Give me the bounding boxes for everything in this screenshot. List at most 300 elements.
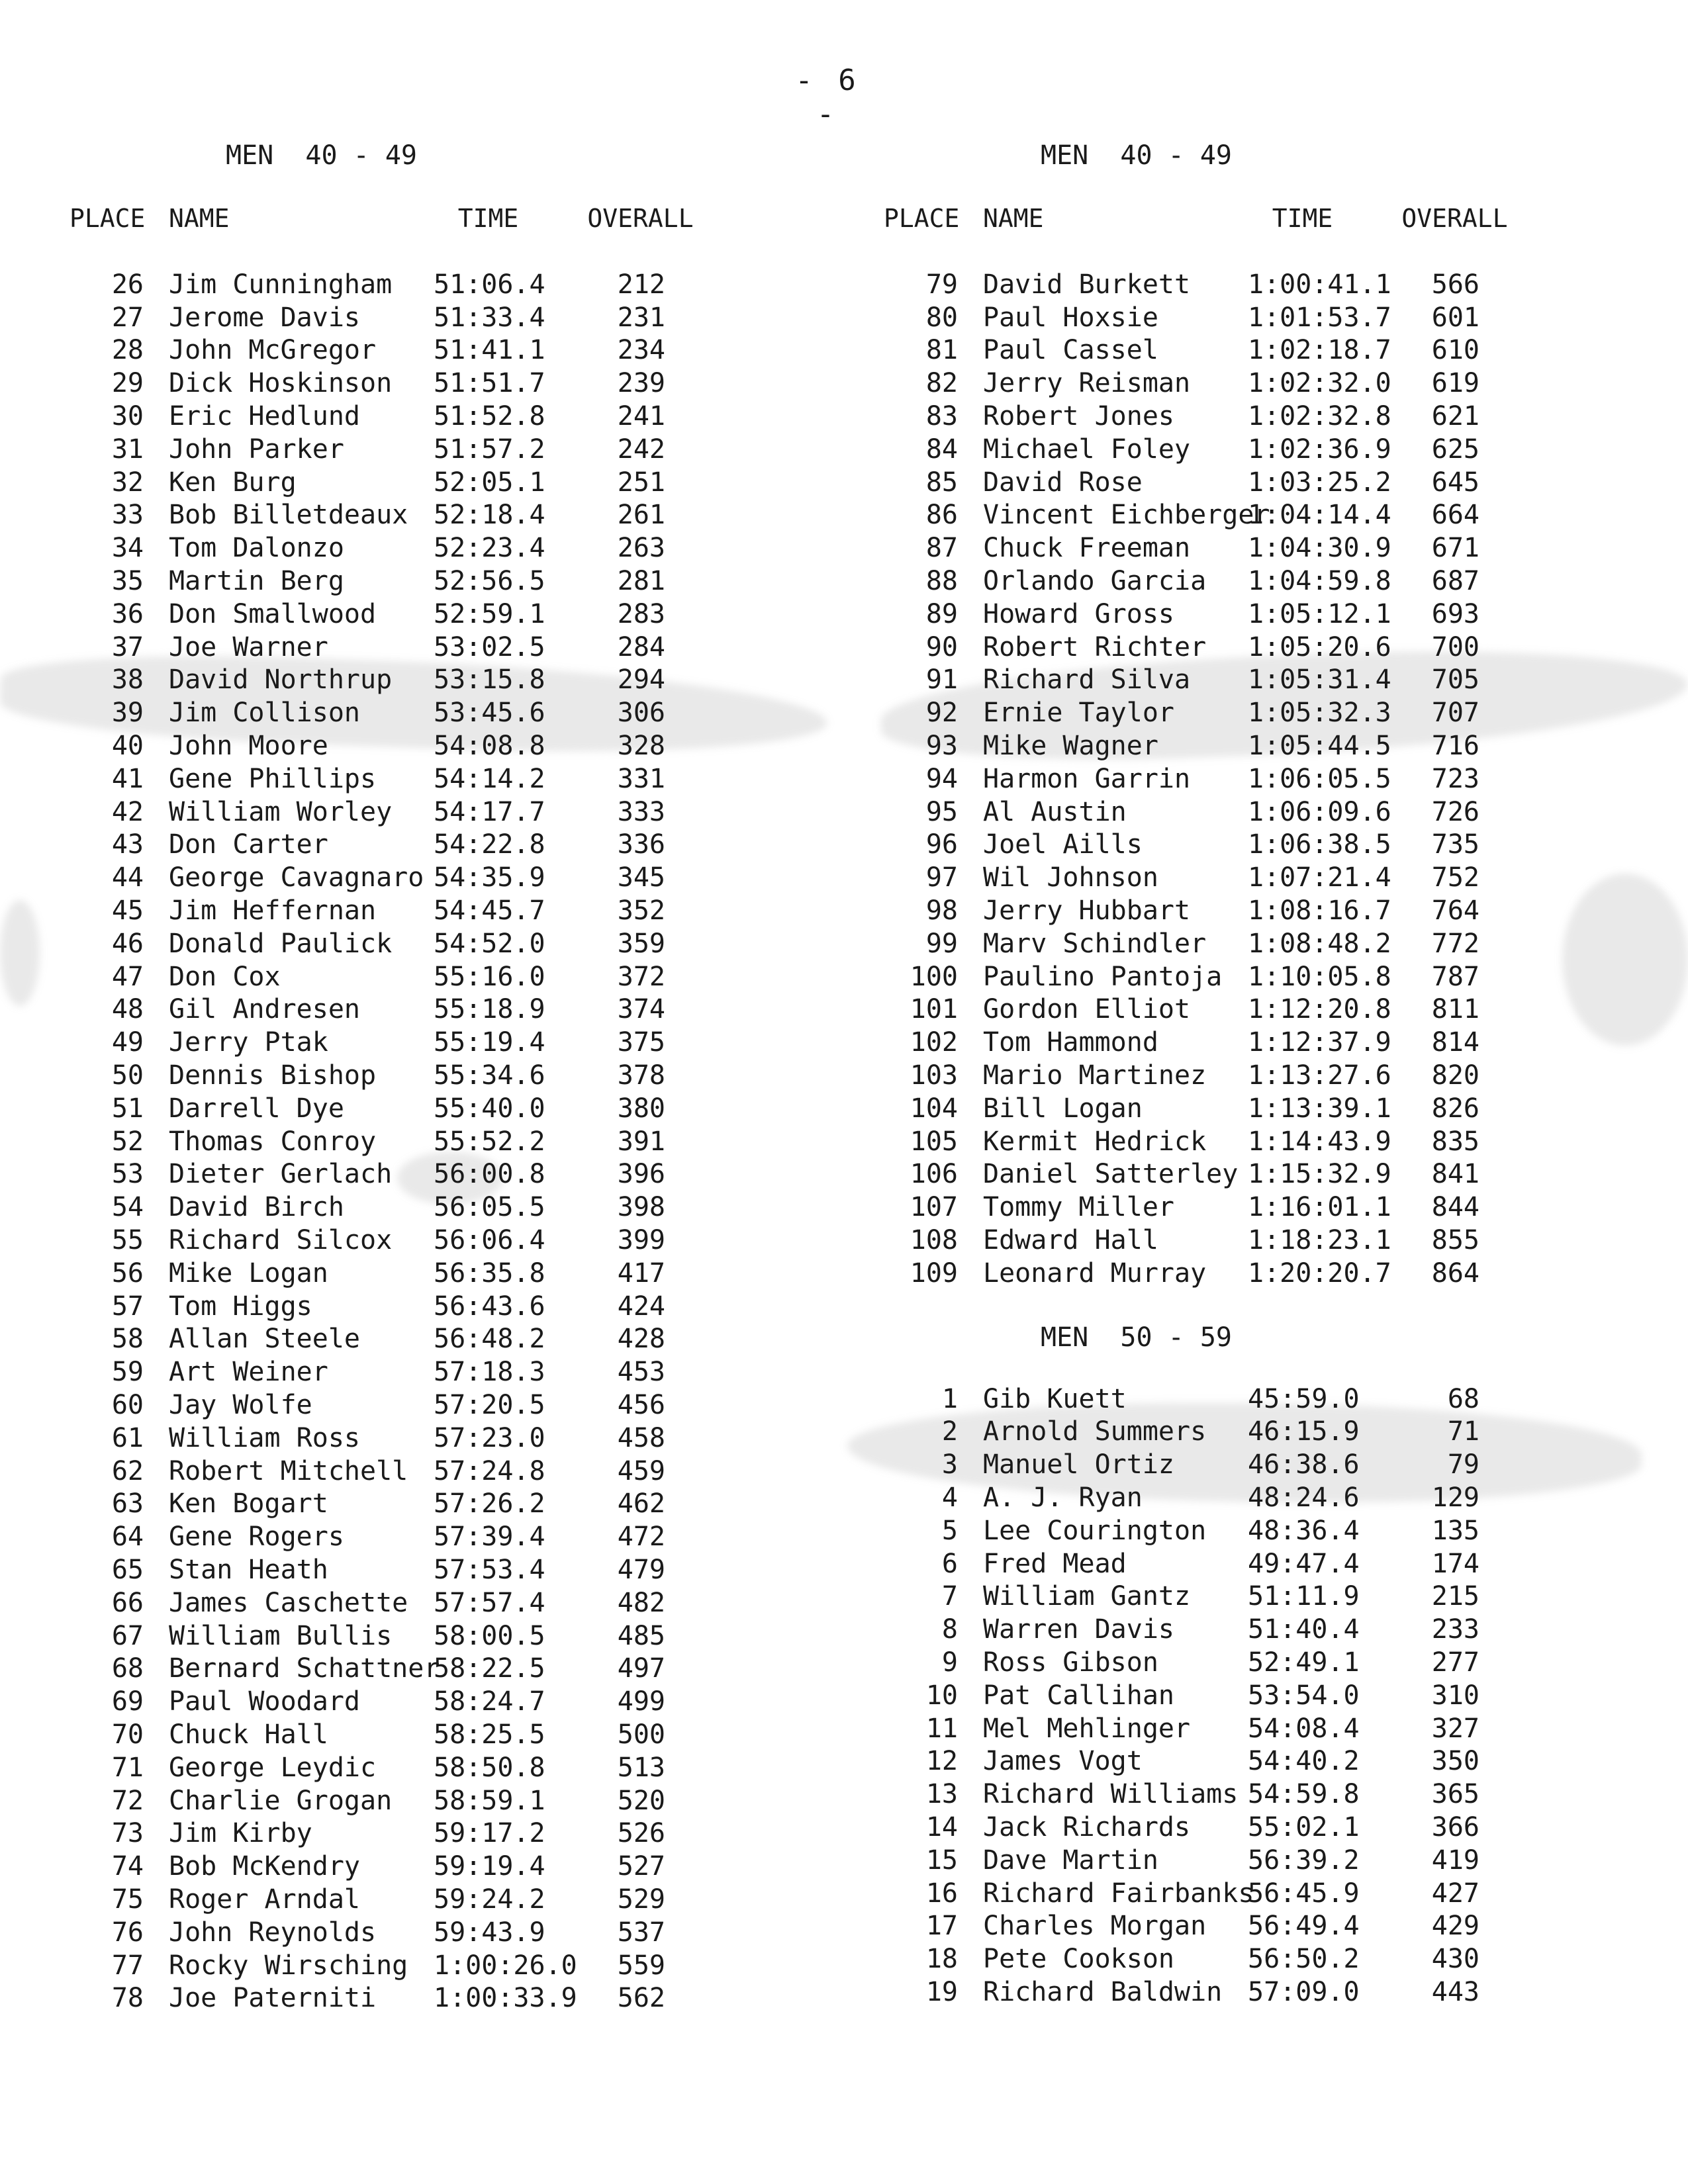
time-cell: 1:04:59.8 [1248,566,1391,597]
name-cell: John McGregor [169,335,377,366]
place-cell: 36 [111,598,144,629]
overall-cell: 707 [1431,698,1479,729]
overall-cell: 479 [617,1554,665,1585]
name-cell: Jay Wolfe [169,1389,312,1420]
time-cell: 1:06:09.6 [1248,796,1391,827]
overall-cell: 374 [617,994,665,1025]
table-row [884,829,1688,862]
overall-cell: 281 [617,566,665,597]
name-cell: Dick Hoskinson [169,368,393,399]
time-cell: 54:59.8 [1248,1779,1360,1810]
table-row [884,1514,1688,1547]
name-cell: Arnold Summers [983,1416,1207,1447]
overall-cell: 331 [617,763,665,794]
overall-cell: 485 [617,1620,665,1651]
table-row [70,1388,884,1422]
place-cell: 78 [111,1983,144,2014]
name-cell: Paul Hoxsie [983,302,1158,333]
time-cell: 1:07:21.4 [1248,862,1391,893]
table-row [884,1909,1688,1942]
table-row [70,729,884,762]
time-cell: 53:54.0 [1248,1680,1360,1711]
table-row [884,1613,1688,1646]
time-cell: 55:02.1 [1248,1811,1360,1843]
place-cell: 3 [941,1449,958,1480]
overall-cell: 835 [1431,1126,1479,1157]
overall-cell: 231 [617,302,665,333]
overall-cell: 345 [617,862,665,893]
table-row [70,1487,884,1520]
table-row [884,334,1688,367]
name-cell: Don Cox [169,961,281,992]
name-cell: Charlie Grogan [169,1785,393,1816]
overall-cell: 399 [617,1225,665,1255]
table-row [884,1580,1688,1613]
place-cell: 66 [111,1587,144,1618]
overall-cell: 71 [1447,1416,1479,1447]
name-cell: Paulino Pantoja [983,961,1223,992]
overall-cell: 263 [617,533,665,564]
table-row [70,1685,884,1718]
name-cell: Dieter Gerlach [169,1159,393,1190]
time-cell: 57:24.8 [434,1455,545,1486]
name-cell: Leonard Murray [983,1257,1207,1289]
place-cell: 63 [111,1488,144,1520]
name-cell: Daniel Satterley [983,1159,1239,1190]
name-cell: Robert Jones [983,401,1174,432]
time-cell: 58:22.5 [434,1653,545,1684]
overall-cell: 239 [617,368,665,399]
overall-cell: 841 [1431,1159,1479,1190]
table-row [884,1679,1688,1712]
overall-cell: 350 [1431,1746,1479,1777]
name-cell: Bob McKendry [169,1851,360,1882]
time-cell: 55:52.2 [434,1126,545,1157]
name-cell: John Moore [169,731,328,762]
time-cell: 52:23.4 [434,533,545,564]
time-cell: 51:11.9 [1248,1581,1360,1612]
time-cell: 1:13:27.6 [1248,1060,1391,1091]
overall-cell: 242 [617,433,665,465]
overall-cell: 700 [1431,631,1479,662]
table-row [884,1547,1688,1580]
table-row [884,1026,1688,1059]
name-cell: Joe Paterniti [169,1983,377,2014]
place-cell: 62 [111,1455,144,1486]
left-results-column [70,136,884,2055]
overall-cell: 499 [617,1686,665,1717]
time-cell: 57:53.4 [434,1554,545,1585]
name-cell: Bob Billetdeaux [169,500,408,531]
place-cell: 34 [111,533,144,564]
overall-cell: 398 [617,1192,665,1223]
place-cell: 101 [910,994,958,1025]
time-cell: 58:50.8 [434,1752,545,1783]
name-cell: Stan Heath [169,1554,328,1585]
table-row [70,1422,884,1455]
place-cell: 97 [925,862,958,893]
overall-cell: 764 [1431,895,1479,927]
time-cell: 55:18.9 [434,994,545,1025]
time-cell: 56:45.9 [1248,1878,1360,1909]
time-cell: 52:05.1 [434,467,545,498]
name-cell: David Birch [169,1192,344,1223]
time-cell: 1:06:05.5 [1248,763,1391,794]
table-row [70,1257,884,1290]
time-cell: 49:47.4 [1248,1548,1360,1579]
place-cell: 57 [111,1291,144,1322]
place-cell: 35 [111,566,144,597]
overall-cell: 621 [1431,401,1479,432]
name-cell: Gib Kuett [983,1383,1127,1414]
time-cell: 56:49.4 [1248,1911,1360,1942]
time-cell: 54:08.4 [1248,1713,1360,1744]
time-cell: 59:24.2 [434,1884,545,1915]
table-row [70,1290,884,1323]
time-cell: 57:39.4 [434,1522,545,1553]
name-cell: Charles Morgan [983,1911,1207,1942]
name-cell: Tom Dalonzo [169,533,344,564]
overall-cell: 723 [1431,763,1479,794]
place-cell: 109 [910,1257,958,1289]
overall-cell: 135 [1431,1515,1479,1546]
table-row [70,1817,884,1850]
time-cell: 46:15.9 [1248,1416,1360,1447]
place-cell: 32 [111,467,144,498]
table-row [884,301,1688,334]
time-cell: 51:57.2 [434,433,545,465]
place-cell: 68 [111,1653,144,1684]
overall-cell: 472 [617,1522,665,1553]
place-cell: 100 [910,961,958,992]
time-cell: 56:43.6 [434,1291,545,1322]
name-cell: Tom Higgs [169,1291,312,1322]
table-row [70,1949,884,1982]
name-cell: Howard Gross [983,598,1174,629]
place-cell: 79 [925,269,958,300]
time-cell: 57:20.5 [434,1389,545,1420]
place-cell: 103 [910,1060,958,1091]
section-title: MEN 40 - 49 [226,140,417,171]
table-header [70,199,884,238]
overall-cell: 520 [617,1785,665,1816]
overall-cell: 645 [1431,467,1479,498]
table-row [884,631,1688,664]
overall-cell: 687 [1431,566,1479,597]
table-row [884,1976,1688,2009]
table-row [884,1158,1688,1191]
name-cell: John Reynolds [169,1917,377,1948]
table-row [70,1850,884,1883]
time-cell: 58:25.5 [434,1719,545,1750]
table-row [70,565,884,598]
overall-cell: 241 [617,401,665,432]
name-cell: James Caschette [169,1587,408,1618]
time-cell: 57:57.4 [434,1587,545,1618]
time-cell: 1:01:53.7 [1248,302,1391,333]
overall-cell: 380 [617,1093,665,1124]
table-row [70,301,884,334]
name-cell: Bill Logan [983,1093,1143,1124]
place-cell: 70 [111,1719,144,1750]
place-cell: 6 [941,1548,958,1579]
place-cell: 51 [111,1093,144,1124]
section-title: MEN 40 - 49 [1041,140,1232,171]
name-cell: Chuck Hall [169,1719,328,1750]
place-cell: 94 [925,763,958,794]
name-cell: Don Smallwood [169,598,377,629]
name-cell: Warren Davis [983,1614,1174,1645]
time-cell: 1:00:26.0 [434,1950,577,1981]
place-cell: 93 [925,731,958,762]
overall-cell: 419 [1431,1844,1479,1876]
overall-cell: 68 [1447,1383,1479,1414]
table-row [70,993,884,1026]
overall-cell: 456 [617,1389,665,1420]
table-row [70,1520,884,1553]
table-row [884,565,1688,598]
name-cell: Paul Woodard [169,1686,360,1717]
overall-cell: 328 [617,731,665,762]
name-cell: Chuck Freeman [983,533,1191,564]
overall-cell: 443 [1431,1976,1479,2007]
table-row [884,1811,1688,1844]
table-row [70,1586,884,1619]
place-cell: 77 [111,1950,144,1981]
time-cell: 1:18:23.1 [1248,1225,1391,1255]
overall-cell: 826 [1431,1093,1479,1124]
overall-cell: 735 [1431,829,1479,860]
time-cell: 1:03:25.2 [1248,467,1391,498]
name-cell: George Cavagnaro [169,862,424,893]
results-list [884,268,1688,1290]
overall-cell: 215 [1431,1581,1479,1612]
table-row [884,664,1688,697]
place-cell: 37 [111,631,144,662]
table-row [884,1416,1688,1449]
place-cell: 89 [925,598,958,629]
table-row [884,993,1688,1026]
overall-cell: 310 [1431,1680,1479,1711]
overall-cell: 562 [617,1983,665,2014]
time-cell: 57:26.2 [434,1488,545,1520]
name-cell: William Ross [169,1422,360,1453]
table-row [884,894,1688,927]
place-cell: 8 [941,1614,958,1645]
name-cell: Ernie Taylor [983,698,1174,729]
overall-cell: 396 [617,1159,665,1190]
overall-cell: 306 [617,698,665,729]
time-cell: 52:18.4 [434,500,545,531]
place-cell: 58 [111,1324,144,1355]
table-row [70,367,884,400]
place-cell: 95 [925,796,958,827]
time-cell: 46:38.6 [1248,1449,1360,1480]
place-cell: 65 [111,1554,144,1585]
place-cell: 74 [111,1851,144,1882]
name-cell: Wil Johnson [983,862,1158,893]
overall-cell: 772 [1431,928,1479,959]
place-cell: 7 [941,1581,958,1612]
right-results-column [884,136,1688,2055]
time-cell: 53:45.6 [434,698,545,729]
overall-cell: 366 [1431,1811,1479,1843]
overall-cell: 352 [617,895,665,927]
overall-cell: 752 [1431,862,1479,893]
table-row [884,1745,1688,1778]
table-row [884,762,1688,796]
overall-cell: 336 [617,829,665,860]
time-cell: 58:24.7 [434,1686,545,1717]
name-cell: Vincent Eichberger [983,500,1270,531]
place-cell: 96 [925,829,958,860]
overall-cell: 430 [1431,1944,1479,1975]
name-cell: Gene Phillips [169,763,377,794]
time-cell: 1:05:32.3 [1248,698,1391,729]
place-cell: 11 [925,1713,958,1744]
place-cell: 54 [111,1192,144,1223]
time-cell: 1:13:39.1 [1248,1093,1391,1124]
name-cell: Dennis Bishop [169,1060,377,1091]
overall-cell: 693 [1431,598,1479,629]
place-cell: 88 [925,566,958,597]
place-cell: 43 [111,829,144,860]
overall-cell: 619 [1431,368,1479,399]
table-row [70,1981,884,2015]
overall-cell: 429 [1431,1911,1479,1942]
time-cell: 51:33.4 [434,302,545,333]
place-cell: 49 [111,1027,144,1058]
time-cell: 1:08:48.2 [1248,928,1391,959]
time-cell: 57:18.3 [434,1357,545,1388]
place-cell: 107 [910,1192,958,1223]
table-row [884,927,1688,960]
time-cell: 1:05:31.4 [1248,664,1391,696]
place-cell: 80 [925,302,958,333]
place-cell: 85 [925,467,958,498]
place-cell: 67 [111,1620,144,1651]
overall-cell: 844 [1431,1192,1479,1223]
table-row [70,1784,884,1817]
overall-header: OVERALL [587,204,694,233]
overall-cell: 787 [1431,961,1479,992]
time-cell: 56:06.4 [434,1225,545,1255]
overall-cell: 277 [1431,1647,1479,1678]
overall-cell: 664 [1431,500,1479,531]
table-row [884,433,1688,466]
overall-cell: 391 [617,1126,665,1157]
name-cell: Michael Foley [983,433,1191,465]
table-row [884,1383,1688,1416]
name-cell: Mike Logan [169,1257,328,1289]
table-row [884,1224,1688,1257]
place-cell: 39 [111,698,144,729]
overall-cell: 129 [1431,1482,1479,1513]
name-cell: Pete Cookson [983,1944,1174,1975]
place-cell: 18 [925,1944,958,1975]
time-cell: 59:17.2 [434,1818,545,1849]
place-cell: 45 [111,895,144,927]
name-cell: Art Weiner [169,1357,328,1388]
name-cell: Richard Baldwin [983,1976,1223,2007]
place-cell: 99 [925,928,958,959]
time-cell: 1:05:20.6 [1248,631,1391,662]
place-cell: 4 [941,1482,958,1513]
time-cell: 51:51.7 [434,368,545,399]
table-row [884,367,1688,400]
overall-cell: 671 [1431,533,1479,564]
name-cell: Ross Gibson [983,1647,1158,1678]
overall-cell: 365 [1431,1779,1479,1810]
overall-cell: 261 [617,500,665,531]
time-cell: 48:36.4 [1248,1515,1360,1546]
place-cell: 42 [111,796,144,827]
name-header: NAME [169,204,230,233]
name-cell: Mel Mehlinger [983,1713,1191,1744]
place-cell: 47 [111,961,144,992]
time-cell: 54:45.7 [434,895,545,927]
place-cell: 104 [910,1093,958,1124]
time-cell: 1:02:36.9 [1248,433,1391,465]
name-cell: Martin Berg [169,566,344,597]
time-cell: 53:02.5 [434,631,545,662]
name-cell: Allan Steele [169,1324,360,1355]
table-row [884,400,1688,433]
results-list [884,1383,1688,2009]
place-cell: 71 [111,1752,144,1783]
overall-cell: 482 [617,1587,665,1618]
time-cell: 1:10:05.8 [1248,961,1391,992]
time-cell: 1:00:41.1 [1248,269,1391,300]
name-cell: Tommy Miller [983,1192,1174,1223]
name-cell: David Northrup [169,664,393,696]
place-cell: 2 [941,1416,958,1447]
name-cell: Darrell Dye [169,1093,344,1124]
table-row [70,664,884,697]
place-cell: 41 [111,763,144,794]
overall-cell: 427 [1431,1878,1479,1909]
time-cell: 1:02:18.7 [1248,335,1391,366]
table-row [70,433,884,466]
name-cell: Richard Silva [983,664,1191,696]
table-row [70,796,884,829]
name-cell: Thomas Conroy [169,1126,377,1157]
time-cell: 1:08:16.7 [1248,895,1391,927]
overall-cell: 378 [617,1060,665,1091]
overall-cell: 610 [1431,335,1479,366]
table-row [70,631,884,664]
time-cell: 56:00.8 [434,1159,545,1190]
time-cell: 56:05.5 [434,1192,545,1223]
name-cell: Jim Cunningham [169,269,393,300]
place-cell: 19 [925,1976,958,2007]
name-cell: Marv Schindler [983,928,1207,959]
time-cell: 1:04:30.9 [1248,533,1391,564]
results-list [70,268,884,2015]
name-cell: Rocky Wirsching [169,1950,408,1981]
table-row [70,334,884,367]
table-row [70,829,884,862]
place-cell: 46 [111,928,144,959]
overall-cell: 459 [617,1455,665,1486]
time-cell: 1:04:14.4 [1248,500,1391,531]
overall-cell: 527 [617,1851,665,1882]
table-row [70,1158,884,1191]
name-cell: James Vogt [983,1746,1143,1777]
place-cell: 1 [941,1383,958,1414]
overall-cell: 79 [1447,1449,1479,1480]
overall-cell: 424 [617,1291,665,1322]
